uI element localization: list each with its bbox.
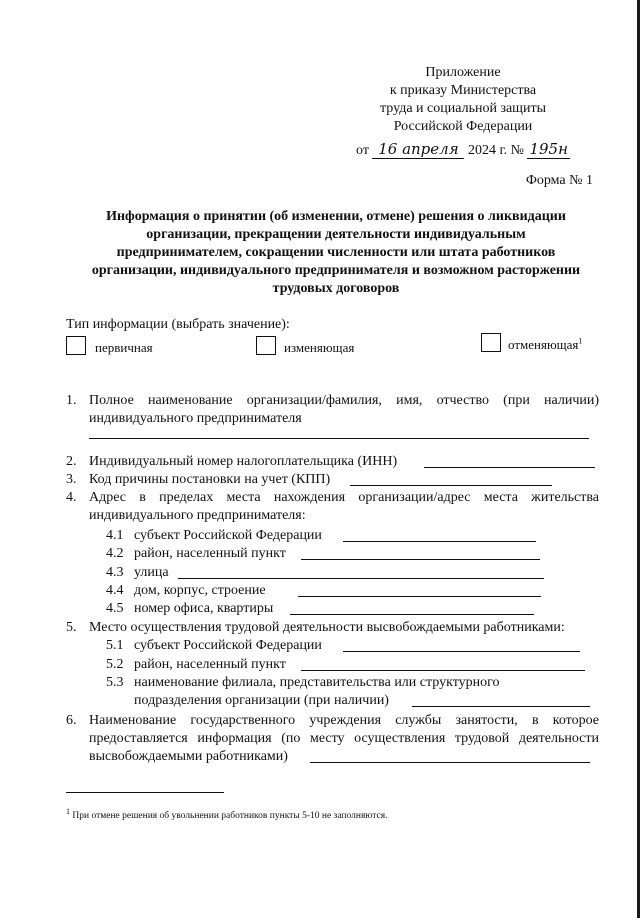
appendix-line: Российской Федерации [393,119,533,134]
item-3-text: Код причины постановки на учет (КПП) [89,472,331,487]
work-district-fill-line[interactable] [301,670,585,671]
checkbox-cancelling-label [508,336,582,353]
checkbox-primary[interactable] [66,336,86,355]
appendix-line: к приказу Министерства [389,83,537,98]
footnote-mark: 1 [66,806,70,816]
kpp-fill-line[interactable] [350,485,552,486]
district-fill-line[interactable] [301,559,540,560]
item-6-text-cont: предоставляется информация (по месту осуществления трудовой деятельности [89,731,599,746]
item-5-text: Место осуществления трудовой деятельности высвобождаемыми работниками: [89,620,565,635]
item-number: 3. [66,472,77,487]
from-label: от [356,143,369,158]
inn-fill-line[interactable] [424,467,595,468]
appendix-line: труда и социальной защиты [380,101,546,116]
handwritten-date: 16 апреля [372,140,464,159]
appendix-block [333,64,593,160]
item-4-3-text: улица [134,565,169,580]
item-number: 5. [66,620,77,635]
subitem-number: 4.1 [106,528,124,543]
item-5-3-text: наименование филиала, представительства или структурного [134,675,500,690]
footnote-text: При отмене решения об увольнении работников пункты 5-10 не заполняются. [72,811,388,821]
item-1-text-cont: индивидуального предпринимателя [89,411,302,426]
subitem-number: 5.1 [106,638,124,653]
subitem-number: 4.2 [106,546,124,561]
item-4-text-cont: индивидуального предпринимателя: [89,508,306,523]
title-line: организации, прекращении деятельности индивидуальным [146,227,526,242]
item-1-text: Полное наименование организации/фамилия, имя, отчество (при наличии) [89,393,599,408]
handwritten-order-number: 195н [529,140,568,158]
office-fill-line[interactable] [290,614,534,615]
item-4-1-text: субъект Российской Федерации [134,528,322,543]
order-date-line [333,140,593,160]
item-1-fill-line[interactable] [89,438,589,439]
item-4-2-text: район, населенный пункт [134,546,286,561]
footnote-separator [66,792,224,793]
item-5-2-text: район, населенный пункт [134,657,286,672]
work-region-fill-line[interactable] [343,651,580,652]
info-type-label: Тип информации (выбрать значение): [66,317,290,332]
item-5-1-text: субъект Российской Федерации [134,638,322,653]
form-number: Форма № 1 [525,173,593,188]
checkbox-cancelling-text: отменяющая [508,337,579,352]
item-5-3-text-cont: подразделения организации (при наличии) [134,693,389,708]
title-line: организации, индивидуального предпринимателя и возможном расторжении [91,263,581,278]
subitem-number: 4.5 [106,601,124,616]
checkbox-primary-label: первичная [95,340,153,355]
region-fill-line[interactable] [343,541,536,542]
title-line: предпринимателем, сокращении численности или штата работников [116,245,556,260]
item-4-5-text: номер офиса, квартиры [134,601,274,616]
item-4-text: Адрес в пределах места нахождения организации/адрес места жительства [89,490,599,505]
appendix-line: Приложение [425,65,501,80]
street-fill-line[interactable] [178,578,544,579]
checkbox-changing[interactable] [256,336,276,355]
document-title [62,208,610,298]
branch-fill-line[interactable] [412,706,590,707]
item-6-text-cont: высвобождаемыми работниками) [89,749,288,764]
item-number: 4. [66,490,77,505]
item-number: 6. [66,713,77,728]
subitem-number: 4.3 [106,565,124,580]
year-label: 2024 г. № [467,143,524,158]
subitem-number: 5.2 [106,657,124,672]
title-line: трудовых договоров [272,281,400,296]
employment-center-fill-line[interactable] [310,762,590,763]
item-number: 1. [66,393,77,408]
item-number: 2. [66,454,77,469]
subitem-number: 5.3 [106,675,124,690]
item-2-text: Индивидуальный номер налогоплательщика (ИНН) [89,454,398,469]
item-4-4-text: дом, корпус, строение [134,583,266,598]
checkbox-changing-label: изменяющая [284,340,355,355]
subitem-number: 4.4 [106,583,124,598]
building-fill-line[interactable] [298,596,541,597]
item-6-text: Наименование государственного учреждения службы занятости, в которое [89,713,599,728]
title-line: Информация о принятии (об изменении, отмене) решения о ликвидации [106,209,566,224]
footnote-mark: 1 [578,336,583,346]
checkbox-cancelling[interactable] [481,333,501,352]
footnote [66,806,388,822]
